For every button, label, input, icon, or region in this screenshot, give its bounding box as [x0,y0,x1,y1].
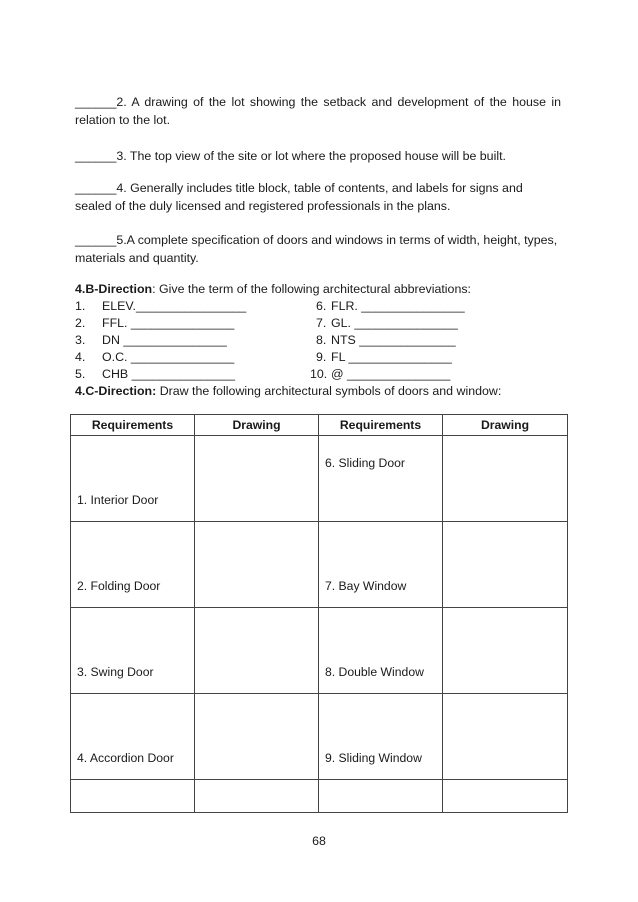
abbr-item-8: 8. NTS ______________ [316,333,456,347]
question-5: ______5.A complete specification of doors and windows in terms of width, height, types, materials and quantity. [75,233,558,265]
abbr-item-2: 2. FFL. _______________ [75,316,235,330]
drawing-cell[interactable] [443,608,568,694]
requirement-cell: 1. Interior Door [71,436,195,522]
section-c-instruction: Draw the following architectural symbols of doors and window: [156,384,502,398]
abbr-term: @ _______________ [331,367,451,381]
abbr-term: GL. _______________ [331,316,458,330]
requirement-cell: 6. Sliding Door [319,436,443,522]
drawing-cell[interactable] [443,780,568,813]
header-requirements: Requirements [319,415,443,436]
abbr-item-6: 6. FLR. _______________ [316,299,465,313]
drawing-cell[interactable] [443,436,568,522]
table-row [71,608,568,694]
header-drawing: Drawing [195,415,319,436]
abbr-term: CHB _______________ [102,367,235,381]
table-header-row [71,415,568,436]
symbols-table [70,414,568,813]
drawing-cell[interactable] [195,780,319,813]
abbr-item-5: 5. CHB _______________ [75,367,235,381]
section-c-direction [75,383,575,399]
section-b-label: 4.B-Direction [75,282,153,296]
requirement-cell: 3. Swing Door [71,608,195,694]
abbr-item-7: 7. GL. _______________ [316,316,458,330]
table-row [71,522,568,608]
question-3: ______3. The top view of the site or lot where the proposed house will be built. [75,149,506,163]
abbr-term: ELEV.________________ [102,299,247,313]
abbr-term: DN _______________ [102,333,227,347]
table-row [71,780,568,813]
requirement-cell: 8. Double Window [319,608,443,694]
drawing-cell[interactable] [195,436,319,522]
requirement-cell: 9. Sliding Window [319,694,443,780]
page-number: 68 [312,834,326,848]
drawing-cell[interactable] [195,608,319,694]
header-drawing: Drawing [443,415,568,436]
requirement-cell: 7. Bay Window [319,522,443,608]
section-b-direction [75,281,575,297]
abbr-term: FLR. _______________ [331,299,465,313]
drawing-cell[interactable] [443,522,568,608]
question-4: ______4. Generally includes title block, table of contents, and labels for signs and sealed of the duly licensed and registered professionals in the plans. [75,181,523,213]
abbr-item-4: 4. O.C. _______________ [75,350,235,364]
abbr-item-9: 9. FL _______________ [316,350,452,364]
abbr-term: FL _______________ [331,350,452,364]
question-2: ______2. A drawing of the lot showing the setback and development of the house in relation to the lot. [75,95,561,127]
requirement-cell [319,780,443,813]
requirement-cell [71,780,195,813]
abbr-term: NTS ______________ [331,333,456,347]
abbr-term: FFL. _______________ [102,316,235,330]
abbr-item-1: 1. ELEV.________________ [75,299,247,313]
requirement-cell: 2. Folding Door [71,522,195,608]
abbr-item-10: 10. @ _______________ [310,367,451,381]
section-c-label: 4.C-Direction: [75,384,157,398]
abbr-item-3: 3. DN _______________ [75,333,227,347]
section-b-instruction: : Give the term of the following architectural abbreviations: [152,282,471,296]
drawing-cell[interactable] [195,694,319,780]
drawing-cell[interactable] [195,522,319,608]
drawing-cell[interactable] [443,694,568,780]
header-requirements: Requirements [71,415,195,436]
abbr-term: O.C. _______________ [102,350,235,364]
requirement-cell: 4. Accordion Door [71,694,195,780]
table-row [71,694,568,780]
table-row [71,436,568,522]
